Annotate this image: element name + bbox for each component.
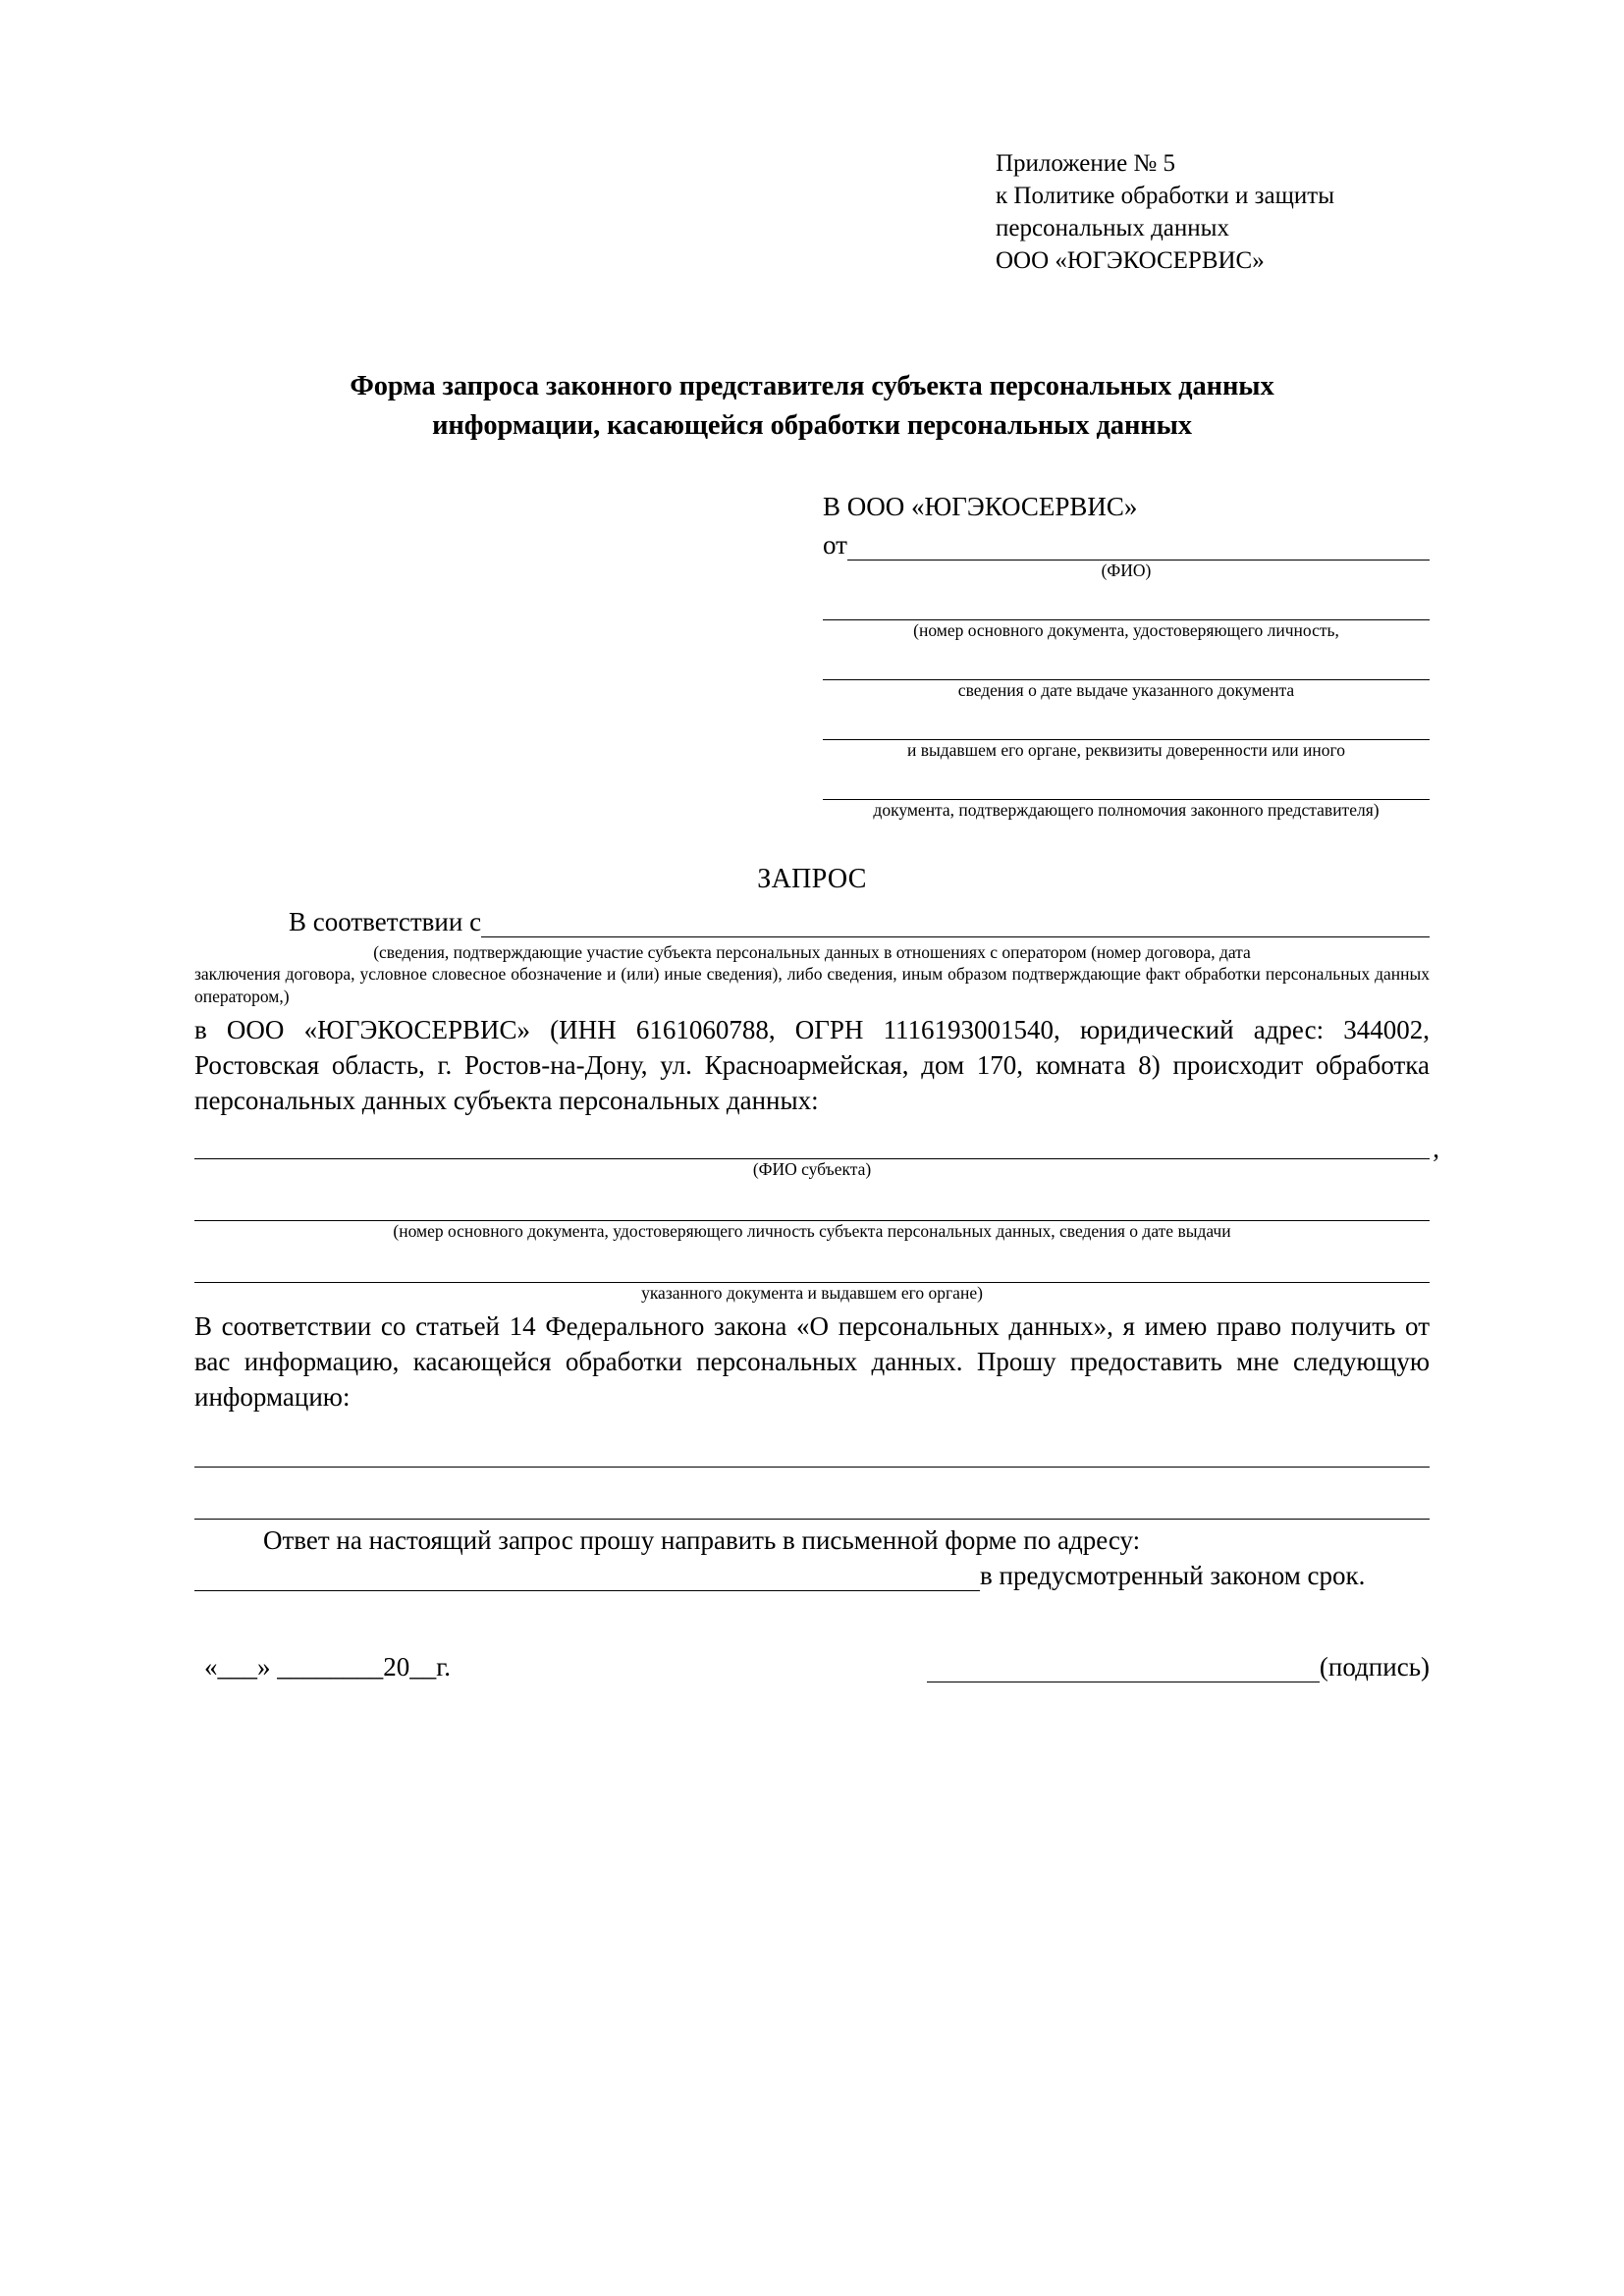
header-line-policy: к Политике обработки и защиты: [996, 183, 1335, 209]
doc-organ-wrap: [194, 714, 1430, 761]
doc-date-wrap: [194, 654, 1430, 701]
subject-doc2-fill-line[interactable]: [194, 1253, 1430, 1283]
fio-note-wrap: [194, 561, 1430, 581]
fio-note: (ФИО): [1101, 560, 1152, 580]
date-field[interactable]: «___» ________20__г.: [204, 1652, 452, 1682]
from-label: от: [823, 529, 847, 560]
subject-doc2-block: [194, 1253, 1430, 1305]
subject-fio-fill-line[interactable]: [194, 1129, 1430, 1159]
request-heading: ЗАПРОС: [757, 863, 867, 894]
accordance-note-first: (сведения, подтверждающие участие субъекта персональных данных в отношениях с оператором (номер договора, дата: [373, 941, 1251, 962]
info-blank-line-1[interactable]: [194, 1415, 1430, 1468]
header-line-company: ООО «ЮГЭКОСЕРВИС»: [996, 247, 1265, 274]
subject-doc2-note: указанного документа и выдавшем его органе): [641, 1282, 983, 1303]
doc-organ-fill-line[interactable]: [823, 714, 1430, 740]
law-paragraph: В соответствии со статьей 14 Федерального закона «О персональных данных», я имею право получить от вас информацию, касающейся обработки персональных данных. Прошу предоставить мне следующую информацию:: [194, 1311, 1430, 1413]
addressee-block: [194, 492, 1430, 821]
page-title-line-1: Форма запроса законного представителя субъекта персональных данных: [350, 371, 1274, 401]
signature-row: [194, 1652, 1430, 1682]
doc-organ-note: и выдавшем его органе, реквизиты доверенности или иного: [906, 739, 1346, 760]
accordance-fill-line[interactable]: [481, 911, 1430, 937]
accordance-note: [194, 941, 1430, 1007]
accordance-row: [194, 907, 1430, 937]
page-title: [194, 367, 1430, 447]
from-fill-line[interactable]: [847, 534, 1430, 561]
document-header-block: [996, 147, 1418, 277]
answer-paragraph: Ответ на настоящий запрос прошу направить в письменной форме по адресу:: [263, 1525, 1141, 1556]
header-line-personal-data: персональных данных: [996, 215, 1229, 241]
answer-address-row: [194, 1561, 1430, 1591]
answer-address-tail: в предусмотренный законом срок.: [980, 1561, 1366, 1591]
accordance-note-rest: заключения договора, условное словесное обозначение и (или) иные сведения), либо сведения, иным образом подтверждающие факт обработки персональных данных оператором,): [194, 964, 1430, 1006]
subject-doc-note: (номер основного документа, удостоверяющего личность субъекта персональных данных, сведения о дате выдачи: [393, 1220, 1231, 1241]
signature-fill-line[interactable]: [927, 1656, 1320, 1682]
doc-date-note: сведения о дате выдаче указанного документа: [957, 679, 1295, 700]
subject-fio-note: (ФИО субъекта): [752, 1158, 872, 1179]
doc-number-fill-line[interactable]: [823, 594, 1430, 620]
doc-power-note: документа, подтверждающего полномочия законного представителя): [873, 799, 1380, 820]
accordance-label: В соответствии с: [289, 906, 482, 936]
signature-label: (подпись): [1319, 1652, 1430, 1682]
info-blank-line-2[interactable]: [194, 1468, 1430, 1520]
doc-power-fill-line[interactable]: [823, 774, 1430, 800]
addressee-from-row: [194, 530, 1430, 561]
subject-doc-block: [194, 1191, 1430, 1243]
doc-number-note: (номер основного документа, удостоверяющего личность,: [913, 619, 1339, 640]
header-line-appendix: Приложение № 5: [996, 150, 1176, 177]
organization-paragraph: в ООО «ЮГЭКОСЕРВИС» (ИНН 6161060788, ОГРН 1116193001540, юридический адрес: 344002, Ростовская область, г. Ростов-на-Дону, ул. Красноармейская, дом 170, комната 8) происходит обработка персональных данных субъекта персональных данных:: [194, 1015, 1430, 1115]
doc-power-wrap: [194, 774, 1430, 821]
doc-number-wrap: [194, 594, 1430, 641]
subject-doc-fill-line[interactable]: [194, 1191, 1430, 1221]
page-title-line-2: информации, касающейся обработки персональных данных: [432, 410, 1192, 442]
answer-address-fill-line[interactable]: [194, 1561, 980, 1591]
doc-date-fill-line[interactable]: [823, 654, 1430, 680]
addressee-organization: В ООО «ЮГЭКОСЕРВИС»: [823, 491, 1138, 521]
subject-fio-block: [194, 1129, 1430, 1181]
